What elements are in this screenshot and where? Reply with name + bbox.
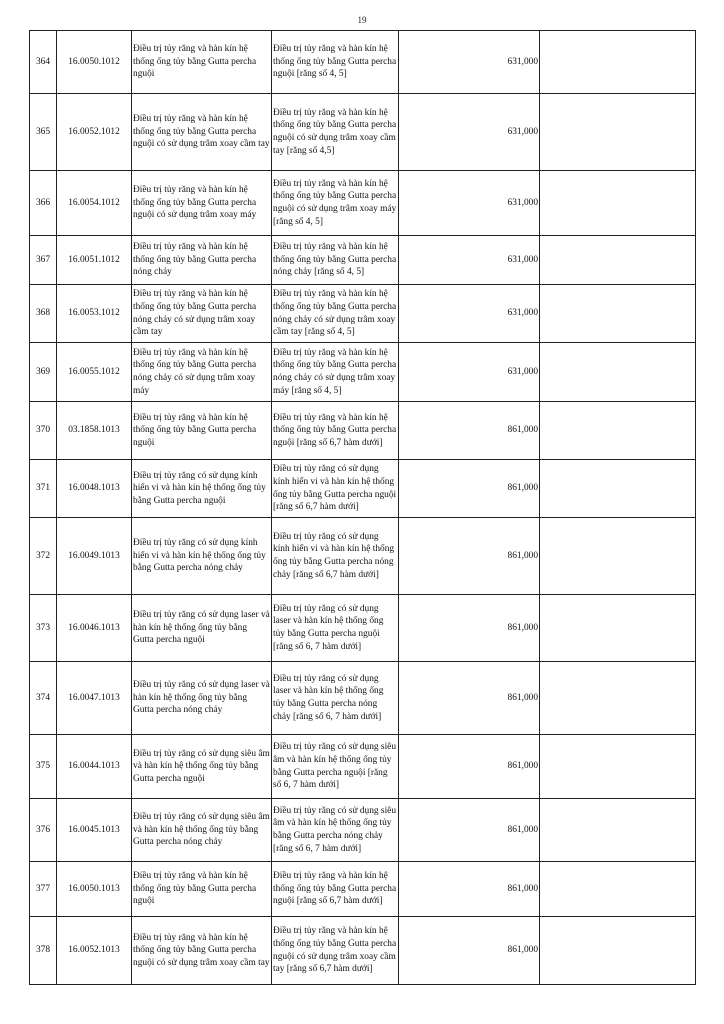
service-description: Điều trị tủy răng và hàn kín hệ thống ống tủy bằng Gutta percha nguội [răng số 6,7 hàm dưới] <box>272 862 399 917</box>
row-number: 374 <box>30 662 57 735</box>
table-row <box>30 799 696 862</box>
service-note <box>540 799 696 862</box>
service-price: 861,000 <box>399 595 540 662</box>
service-name: Điều trị tủy răng có sử dụng kính hiển vi và hàn kín hệ thống ống tủy bằng Gutta percha nóng chảy <box>132 518 272 595</box>
service-price: 631,000 <box>399 236 540 285</box>
service-name: Điều trị tủy răng và hàn kín hệ thống ống tủy bằng Gutta percha nguội có sử dụng trâm xoay cầm tay <box>132 917 272 985</box>
service-note <box>540 862 696 917</box>
service-price: 631,000 <box>399 94 540 171</box>
table-row <box>30 662 696 735</box>
row-number: 370 <box>30 402 57 460</box>
service-note <box>540 662 696 735</box>
service-note <box>540 735 696 799</box>
row-number: 368 <box>30 285 57 343</box>
service-name: Điều trị tủy răng và hàn kín hệ thống ống tủy bằng Gutta percha nóng chảy có sử dụng trâm xoay cầm tay <box>132 285 272 343</box>
row-number: 375 <box>30 735 57 799</box>
table-row <box>30 236 696 285</box>
service-price: 861,000 <box>399 735 540 799</box>
service-price: 861,000 <box>399 662 540 735</box>
service-code: 16.0048.1013 <box>57 460 132 518</box>
service-name: Điều trị tủy răng và hàn kín hệ thống ống tủy bằng Gutta percha nguội có sử dụng trâm xoay cầm tay <box>132 94 272 171</box>
table-row <box>30 402 696 460</box>
service-price: 631,000 <box>399 31 540 94</box>
row-number: 377 <box>30 862 57 917</box>
service-code: 16.0050.1013 <box>57 862 132 917</box>
service-description: Điều trị tủy răng có sử dụng laser và hàn kín hệ thống ống tủy bằng Gutta percha nóng chảy [răng số 6, 7 hàm dưới] <box>272 662 399 735</box>
service-note <box>540 343 696 402</box>
table-row <box>30 31 696 94</box>
row-number: 367 <box>30 236 57 285</box>
service-description: Điều trị tủy răng và hàn kín hệ thống ống tủy bằng Gutta percha nóng chảy [răng số 4, 5] <box>272 236 399 285</box>
service-name: Điều trị tủy răng có sử dụng laser và hàn kín hệ thống ống tủy bằng Gutta percha nóng chảy <box>132 662 272 735</box>
service-code: 16.0051.1012 <box>57 236 132 285</box>
service-code: 03.1858.1013 <box>57 402 132 460</box>
row-number: 371 <box>30 460 57 518</box>
service-price: 631,000 <box>399 171 540 236</box>
service-price: 631,000 <box>399 285 540 343</box>
table-body <box>30 31 696 985</box>
service-price: 861,000 <box>399 402 540 460</box>
service-code: 16.0045.1013 <box>57 799 132 862</box>
service-price: 861,000 <box>399 917 540 985</box>
service-name: Điều trị tủy răng và hàn kín hệ thống ống tủy bằng Gutta percha nguội có sử dụng trâm xoay máy <box>132 171 272 236</box>
service-code: 16.0044.1013 <box>57 735 132 799</box>
service-note <box>540 236 696 285</box>
table-row <box>30 460 696 518</box>
service-name: Điều trị tủy răng và hàn kín hệ thống ống tủy bằng Gutta percha nguội <box>132 862 272 917</box>
service-name: Điều trị tủy răng và hàn kín hệ thống ống tủy bằng Gutta percha nóng chảy <box>132 236 272 285</box>
service-code: 16.0055.1012 <box>57 343 132 402</box>
service-name: Điều trị tủy răng và hàn kín hệ thống ống tủy bằng Gutta percha nguội <box>132 31 272 94</box>
service-description: Điều trị tủy răng và hàn kín hệ thống ống tủy bằng Gutta percha nguội có sử dụng trâm xoay cầm tay [răng số 6,7 hàm dưới] <box>272 917 399 985</box>
row-number: 372 <box>30 518 57 595</box>
row-number: 369 <box>30 343 57 402</box>
service-code: 16.0054.1012 <box>57 171 132 236</box>
service-description: Điều trị tủy răng và hàn kín hệ thống ống tủy bằng Gutta percha nguội có sử dụng trâm xoay cầm tay [răng số 4,5] <box>272 94 399 171</box>
row-number: 378 <box>30 917 57 985</box>
row-number: 376 <box>30 799 57 862</box>
table-row <box>30 518 696 595</box>
table-row <box>30 285 696 343</box>
service-note <box>540 171 696 236</box>
service-note <box>540 595 696 662</box>
service-note <box>540 94 696 171</box>
service-name: Điều trị tủy răng có sử dụng siêu âm và hàn kín hệ thống ống tủy bằng Gutta percha nguội <box>132 735 272 799</box>
service-note <box>540 285 696 343</box>
table-row <box>30 171 696 236</box>
service-price: 861,000 <box>399 862 540 917</box>
service-code: 16.0053.1012 <box>57 285 132 343</box>
service-name: Điều trị tủy răng có sử dụng laser và hàn kín hệ thống ống tủy bằng Gutta percha nguội <box>132 595 272 662</box>
table-row <box>30 917 696 985</box>
service-description: Điều trị tủy răng có sử dụng kính hiển vi và hàn kín hệ thống ống tủy bằng Gutta percha nóng chảy [răng số 6,7 hàm dưới] <box>272 518 399 595</box>
table-row <box>30 595 696 662</box>
service-name: Điều trị tủy răng và hàn kín hệ thống ống tủy bằng Gutta percha nguội <box>132 402 272 460</box>
service-description: Điều trị tủy răng có sử dụng kính hiển vi và hàn kín hệ thống ống tủy bằng Gutta percha nguội [răng số 6,7 hàm dưới] <box>272 460 399 518</box>
service-note <box>540 518 696 595</box>
service-code: 16.0052.1012 <box>57 94 132 171</box>
service-name: Điều trị tủy răng có sử dụng kính hiển vi và hàn kín hệ thống ống tủy bằng Gutta percha nguội <box>132 460 272 518</box>
service-note <box>540 460 696 518</box>
service-price: 861,000 <box>399 460 540 518</box>
service-note <box>540 31 696 94</box>
page-number: 19 <box>357 15 367 25</box>
table-row <box>30 735 696 799</box>
row-number: 366 <box>30 171 57 236</box>
service-note <box>540 402 696 460</box>
service-description: Điều trị tủy răng và hàn kín hệ thống ống tủy bằng Gutta percha nóng chảy có sử dụng trâm xoay cầm tay [răng số 4, 5] <box>272 285 399 343</box>
service-description: Điều trị tủy răng và hàn kín hệ thống ống tủy bằng Gutta percha nguội có sử dụng trâm xoay máy [răng số 4, 5] <box>272 171 399 236</box>
table-row <box>30 862 696 917</box>
service-description: Điều trị tủy răng có sử dụng siêu âm và hàn kín hệ thống ống tủy bằng Gutta percha nguội [răng số 6, 7 hàm dưới] <box>272 735 399 799</box>
row-number: 373 <box>30 595 57 662</box>
service-code: 16.0046.1013 <box>57 595 132 662</box>
service-note <box>540 917 696 985</box>
row-number: 365 <box>30 94 57 171</box>
service-code: 16.0047.1013 <box>57 662 132 735</box>
table-row <box>30 94 696 171</box>
service-price: 861,000 <box>399 518 540 595</box>
service-description: Điều trị tủy răng có sử dụng laser và hàn kín hệ thống ống tủy bằng Gutta percha nguội [răng số 6, 7 hàm dưới] <box>272 595 399 662</box>
service-name: Điều trị tủy răng và hàn kín hệ thống ống tủy bằng Gutta percha nóng chảy có sử dụng trâm xoay máy <box>132 343 272 402</box>
service-name: Điều trị tủy răng có sử dụng siêu âm và hàn kín hệ thống ống tủy bằng Gutta percha nóng chảy <box>132 799 272 862</box>
row-number: 364 <box>30 31 57 94</box>
service-description: Điều trị tủy răng và hàn kín hệ thống ống tủy bằng Gutta percha nguội [răng số 6,7 hàm dưới] <box>272 402 399 460</box>
price-table <box>29 30 696 985</box>
service-code: 16.0052.1013 <box>57 917 132 985</box>
service-description: Điều trị tủy răng và hàn kín hệ thống ống tủy bằng Gutta percha nguội [răng số 4, 5] <box>272 31 399 94</box>
service-price: 861,000 <box>399 799 540 862</box>
service-code: 16.0050.1012 <box>57 31 132 94</box>
service-description: Điều trị tủy răng và hàn kín hệ thống ống tủy bằng Gutta percha nóng chảy có sử dụng trâm xoay máy [răng số 4, 5] <box>272 343 399 402</box>
service-price: 631,000 <box>399 343 540 402</box>
table-row <box>30 343 696 402</box>
service-code: 16.0049.1013 <box>57 518 132 595</box>
service-description: Điều trị tủy răng có sử dụng siêu âm và hàn kín hệ thống ống tủy bằng Gutta percha nóng chảy [răng số 6, 7 hàm dưới] <box>272 799 399 862</box>
